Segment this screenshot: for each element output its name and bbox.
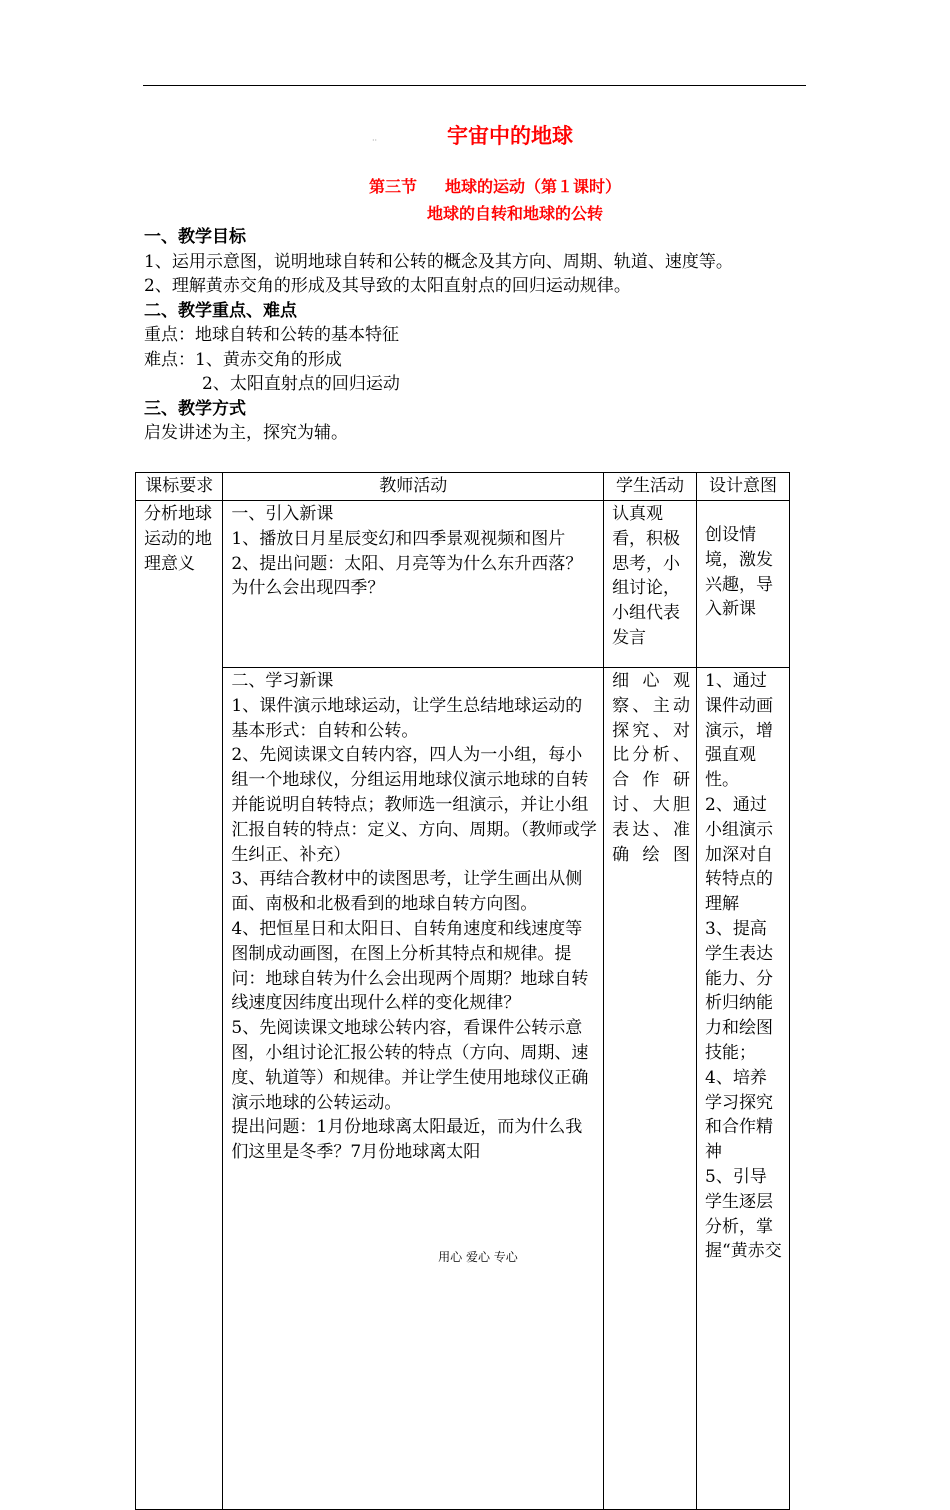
table-row (136, 668, 790, 1510)
key-point: 重点：地球自转和公转的基本特征 (144, 325, 399, 345)
teacher-line: 2、提出问题：太阳、月亮等为什么东升西落？为什么会出现四季？ (231, 553, 583, 599)
goal-1: 1、运用示意图，说明地球自转和公转的概念及其方向、周期、轨道、速度等。 (144, 251, 733, 272)
difficulty-1: 难点：1、黄赤交角的形成 (144, 349, 342, 370)
doc-title: 宇宙中的地球 (447, 124, 573, 148)
intent-cell: 创设情境，激发兴趣，导入新课 (697, 501, 790, 668)
lesson-intro (144, 225, 814, 446)
difficulty-2: 2、太阳直射点的回归运动 (202, 374, 400, 394)
header-standard: 课标要求 (136, 473, 223, 501)
teacher-line: 2、先阅读课文自转内容，四人为一小组，每小组一个地球仪，分组运用地球仪演示地球的自转并能说明自转特点；教师选一组演示，并让小组汇报自转的特点：定义、方向、周期。（教师或学生纠正、补充） (231, 745, 597, 865)
teaching-method: 启发讲述为主，探究为辅。 (144, 423, 348, 443)
intent-line: 4、培养学习探究和合作精神 (705, 1067, 774, 1163)
heading-key-points: 二、教学重点、难点 (144, 300, 297, 321)
header-intent: 设计意图 (697, 473, 790, 501)
teacher-line: 5、先阅读课文地球公转内容，看课件公转示意图，小组讨论汇报公转的特点（方向、周期、速度、轨道等）和规律。并让学生使用地球仪正确演示地球的公转运动。 (231, 1018, 589, 1113)
header-teacher: 教师活动 (223, 473, 604, 501)
standard-cell: 分析地球运动的地理意义 (136, 501, 223, 1510)
lesson-plan-table (135, 472, 790, 1510)
teacher-line: 二、学习新课 (231, 671, 334, 691)
page-footer: 用心 爱心 专心 (438, 1250, 518, 1264)
goal-2: 2、理解黄赤交角的形成及其导致的太阳直射点的回归运动规律。 (144, 276, 631, 296)
heading-goals: 一、教学目标 (144, 227, 246, 247)
intent-line: 2、通过小组演示加深对自转特点的理解 (705, 794, 774, 915)
teacher-line: 提出问题：1月份地球离太阳最近，而为什么我们这里是冬季？7月份地球离太阳 (231, 1117, 583, 1163)
teacher-line: 1、课件演示地球运动，让学生总结地球运动的基本形式：自转和公转。 (231, 695, 583, 741)
page-mark: ·· (372, 136, 378, 145)
teacher-cell (223, 501, 604, 668)
student-cell: 认真观看，积极思考，小组讨论，小组代表发言 (604, 501, 697, 668)
header-student: 学生活动 (604, 473, 697, 501)
student-cell: 细心观察、主动探究、对比分析、合作研讨、大胆表达、准确绘图 (604, 668, 697, 1510)
section-title: 地球的运动（第１课时） (445, 177, 622, 196)
teacher-cell (223, 668, 604, 1510)
teacher-line: 1、播放日月星辰变幻和四季景观视频和图片 (231, 528, 566, 549)
teacher-line: 4、把恒星日和太阳日、自转角速度和线速度等图制成动画图，在图上分析其特点和规律。提问：地球自转为什么会出现两个周期？地球自转线速度因纬度出现什么样的变化规律？ (231, 918, 589, 1014)
lesson-subtitle: 地球的自转和地球的公转 (426, 204, 603, 223)
heading-method: 三、教学方式 (144, 398, 246, 419)
table-header-row (136, 473, 790, 501)
header-rule (143, 85, 806, 86)
section-heading (0, 174, 950, 197)
table-row (136, 501, 790, 668)
teacher-line: 一、引入新课 (231, 504, 334, 524)
intent-line: 5、引导学生逐层分析，掌握“黄赤交 (705, 1166, 782, 1262)
section-number: 第三节 (368, 177, 417, 196)
intent-line: 1、通过课件动画演示，增强直观性。 (705, 671, 774, 791)
intent-cell (697, 668, 790, 1510)
intent-line: 3、提高学生表达能力、分析归纳能力和绘图技能； (705, 918, 774, 1063)
teacher-line: 3、再结合教材中的读图思考，让学生画出从侧面、南极和北极看到的地球自转方向图。 (231, 869, 583, 915)
